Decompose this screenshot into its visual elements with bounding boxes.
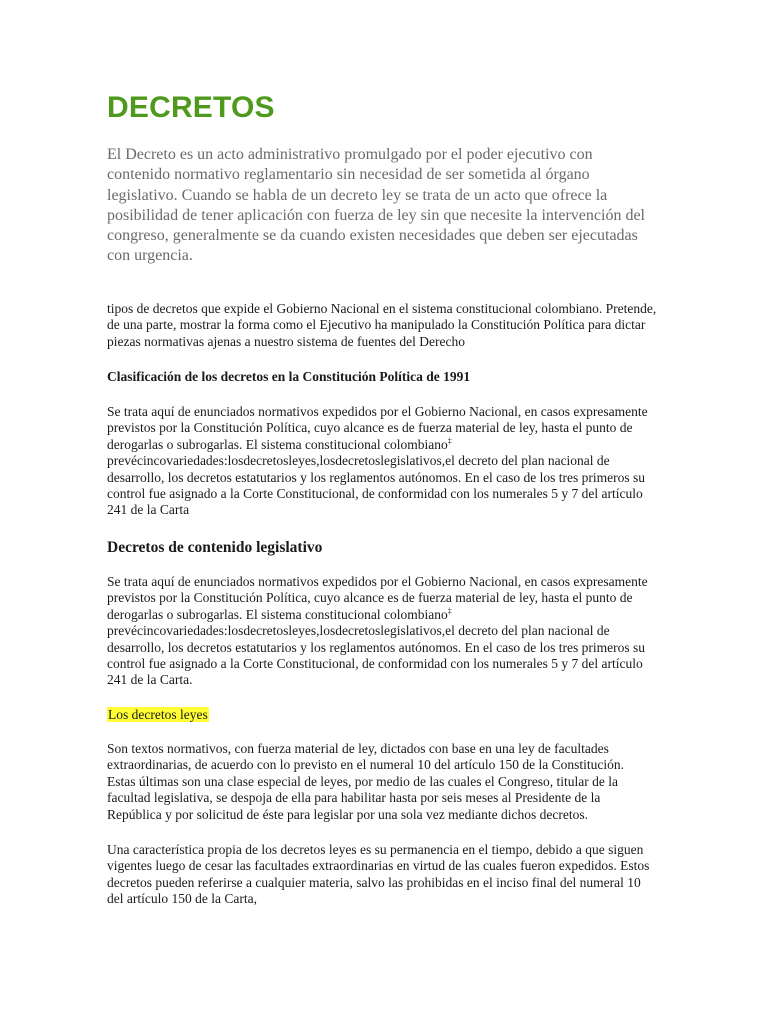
legislative-decrees-heading: Decretos de contenido legislativo (107, 539, 323, 556)
classification-text-b: prevécincovariedades:losdecretosleyes,losdecretoslegislativos,el decreto del plan nacional de desarrollo, los decretos estatutarios y los reglamentos autónomos. En el caso de los tres primeros su control fue asignado a la Corte Constitucional, de conformidad con los numerales 5 y 7 del artículo 241 de la Carta (107, 453, 646, 518)
intro-paragraph: tipos de decretos que expide el Gobierno Nacional en el sistema constitucional colombiano. Pretende, de una parte, mostrar la forma como el Ejecutivo ha manipulado la Constitución Política para dictar piezas normativas ajenas a nuestro sistema de fuentes del Derecho (107, 301, 657, 349)
classification-paragraph (107, 404, 662, 519)
classification-text-a: Se trata aquí de enunciados normativos expedidos por el Gobierno Nacional, en casos expresamente previstos por la Constitución Política, cuyo alcance es de fuerza material de ley, hasta el punto de derogarlas o subrogarlas. El sistema constitucional colombiano (107, 404, 648, 452)
document-title: DECRETOS (107, 91, 275, 124)
decree-laws-paragraph: Son textos normativos, con fuerza material de ley, dictados con base en una ley de facultades extraordinarias, de acuerdo con lo previsto en el numeral 10 del artículo 150 de la Constitución. Estas últimas son una clase especial de leyes, por medio de las cuales el Congreso, titular de la facultad legislativa, se despoja de ella para habilitar hasta por seis meses al Presidente de la República y por solicitud de éste para legislar por una sola vez mediante dichos decretos. (107, 741, 624, 822)
decree-laws-heading-wrap (107, 707, 209, 723)
legislative-text-b: prevécincovariedades:losdecretosleyes,losdecretoslegislativos,el decreto del plan nacional de desarrollo, los decretos estatutarios y los reglamentos autónomos. En el caso de los tres primeros su control fue asignado a la Corte Constitucional, de conformidad con los numerales 5 y 7 del artículo 241 de la Carta. (107, 623, 646, 688)
decree-laws-heading: Los decretos leyes (108, 707, 208, 722)
decree-laws-characteristics-paragraph: Una característica propia de los decretos leyes es su permanencia en el tiempo, debido a que siguen vigentes luego de cesar las facultades extraordinarias en virtud de las cuales fueron expedidos. Estos decretos pueden referirse a cualquier materia, salvo las prohibidas en el inciso final del numeral 10 del artículo 150 de la Carta, (107, 842, 650, 907)
legislative-text-a: Se trata aquí de enunciados normativos expedidos por el Gobierno Nacional, en casos expresamente previstos por la Constitución Política, cuyo alcance es de fuerza material de ley, hasta el punto de derogarlas o subrogarlas. El sistema constitucional colombiano (107, 574, 648, 622)
legislative-decrees-paragraph (107, 574, 662, 689)
footnote-marker: ‡ (447, 436, 452, 446)
footnote-marker: ‡ (447, 606, 452, 616)
lead-paragraph: El Decreto es un acto administrativo promulgado por el poder ejecutivo con contenido normativo reglamentario sin necesidad de ser sometida al órgano legislativo. Cuando se habla de un decreto ley se trata de un acto que ofrece la posibilidad de tener aplicación con fuerza de ley sin que necesite la intervención del congreso, generalmente se da cuando existen necesidades que deben ser ejecutadas con urgencia. (107, 146, 645, 265)
classification-heading: Clasificación de los decretos en la Constitución Política de 1991 (107, 369, 471, 384)
